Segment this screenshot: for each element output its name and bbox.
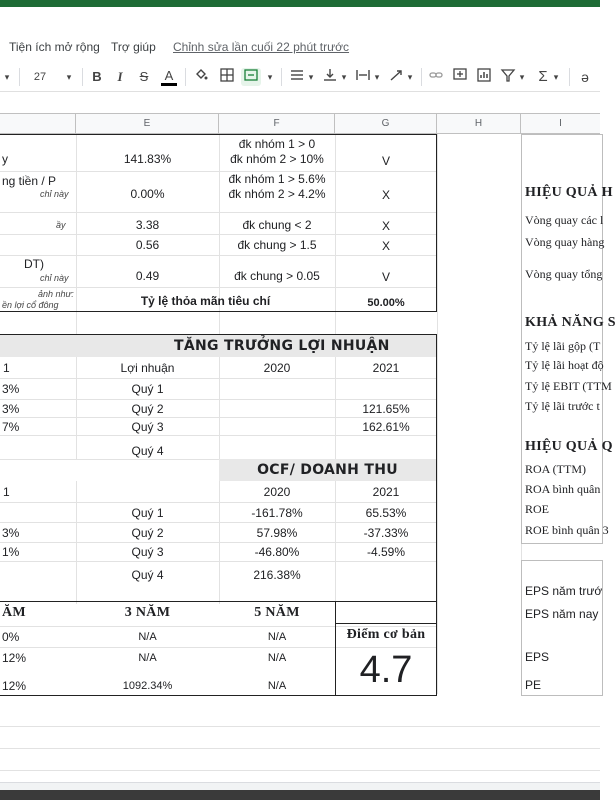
gridline: [0, 770, 600, 771]
functions-chevron-icon[interactable]: ▾: [553, 72, 559, 82]
score-label: Điểm cơ bản: [346, 627, 426, 642]
years-header: 5 NĂM: [254, 605, 300, 620]
criteria-note: ảnh như:: [38, 289, 74, 299]
font-size-value[interactable]: 27: [33, 71, 47, 83]
ocf-left-value: 1%: [2, 545, 20, 559]
management-item: ROE bình quân 3: [525, 522, 609, 537]
years-cell: 0%: [2, 630, 20, 644]
years-cell: 12%: [2, 651, 27, 665]
align-chevron-icon[interactable]: ▾: [308, 72, 314, 82]
merge-chevron-icon[interactable]: ▾: [267, 72, 273, 82]
column-header-h[interactable]: H: [437, 114, 521, 134]
years-header: ĂM: [2, 605, 26, 620]
management-title: HIỆU QUẢ Q: [525, 439, 613, 454]
column-header-d[interactable]: [0, 114, 76, 134]
fill-color-icon[interactable]: [193, 68, 209, 86]
eps-item: EPS năm trướ: [525, 584, 603, 598]
profit-left-value: 3%: [2, 382, 20, 396]
profit-left-value: [0, 441, 76, 461]
eps-item: EPS: [525, 650, 550, 664]
years-cell: N/A: [267, 680, 287, 692]
bottom-bar: [0, 790, 600, 800]
profitability-item: Tỷ lệ lãi gộp (T: [525, 338, 601, 353]
ocf-left-value: 3%: [2, 526, 20, 540]
profit-2021: [335, 441, 437, 461]
years-header: 3 NĂM: [124, 605, 171, 620]
gridline: [335, 601, 336, 623]
sheet-grid[interactable]: [0, 114, 616, 790]
ocf-2021: -4.59%: [366, 545, 406, 559]
profitability-item: Tỷ lệ lãi hoạt độ: [525, 357, 604, 372]
bold-button[interactable]: B: [92, 69, 102, 84]
menu-bar: [0, 7, 600, 62]
criteria-condition: đk chung > 0.05: [234, 269, 320, 283]
column-header-f[interactable]: F: [219, 114, 335, 134]
ocf-quarter: Quý 3: [131, 545, 164, 559]
profit-left-value: 7%: [2, 420, 20, 434]
efficiency-title: HIỆU QUẢ H: [525, 185, 613, 200]
chart-icon[interactable]: [476, 68, 492, 86]
strikethrough-button[interactable]: S: [139, 69, 149, 84]
wrap-chevron-icon[interactable]: ▾: [374, 72, 380, 82]
column-header-g[interactable]: G: [335, 114, 437, 134]
profit-growth-title: TĂNG TRƯỞNG LỢI NHUẬN: [0, 335, 436, 357]
criteria-condition: đk nhóm 1 > 5.6%: [228, 171, 326, 186]
input-tools-icon[interactable]: ə: [581, 69, 589, 85]
profit-header: Lợi nhuận: [120, 361, 175, 375]
profit-2020: [219, 399, 335, 419]
valign-chevron-icon[interactable]: ▾: [341, 72, 347, 82]
toolbar: [0, 62, 600, 92]
efficiency-item: Vòng quay hàng: [525, 234, 605, 249]
years-cell: 12%: [2, 679, 27, 693]
profit-quarter: Quý 3: [131, 420, 164, 434]
years-cell: 1092.34%: [122, 680, 173, 692]
text-color-button[interactable]: A: [161, 68, 177, 86]
criteria-condition: đk nhóm 2 > 10%: [230, 151, 324, 166]
criteria-result: X: [381, 188, 390, 202]
management-item: ROE: [525, 501, 549, 516]
criteria-sublabel: chỉ này: [40, 273, 69, 283]
criteria-result: X: [381, 239, 390, 253]
criteria-result: V: [381, 270, 390, 284]
criteria-label: DT): [24, 257, 44, 271]
ocf-year-left: 1: [3, 485, 10, 499]
profitability-title: KHẢ NĂNG S: [525, 315, 616, 330]
years-cell: N/A: [138, 631, 157, 643]
profit-2021: [335, 379, 437, 399]
profit-quarter: Quý 1: [131, 382, 164, 396]
profit-2020: [219, 441, 335, 461]
merge-cells-icon[interactable]: [241, 68, 261, 86]
formula-bar[interactable]: [0, 92, 600, 114]
chevron-down-icon[interactable]: ▾: [4, 72, 10, 82]
criteria-value: 0.49: [135, 269, 160, 283]
ocf-2020: -161.78%: [251, 506, 303, 520]
criteria-value: 0.56: [135, 238, 160, 252]
criteria-result: X: [381, 219, 390, 233]
profitability-item: Tỷ lệ EBIT (TTM: [525, 378, 612, 393]
ocf-quarter: Quý 2: [131, 526, 164, 540]
profit-2021: 162.61%: [362, 420, 410, 434]
horizontal-scrollbar[interactable]: [0, 782, 600, 790]
ocf-left-value: [0, 565, 76, 585]
menu-help[interactable]: Trợ giúp: [111, 40, 156, 54]
ocf-quarter: Quý 1: [131, 506, 164, 520]
efficiency-item: Vòng quay các l: [525, 212, 604, 227]
last-edit-link[interactable]: Chỉnh sửa lần cuối 22 phút trước: [173, 40, 350, 54]
comment-icon[interactable]: [452, 68, 468, 86]
profitability-item: Tỷ lệ lãi trước t: [525, 398, 600, 413]
criteria-value: 0.00%: [130, 187, 165, 201]
profit-2020: [219, 379, 335, 399]
gridline: [0, 748, 600, 749]
filter-icon[interactable]: [500, 68, 516, 86]
criteria-condition: đk chung > 1.5: [237, 238, 317, 252]
criteria-value: 141.83%: [123, 152, 172, 166]
profit-header-2020: 2020: [263, 361, 291, 375]
ocf-2021: 65.53%: [365, 506, 407, 520]
criteria-result: V: [381, 154, 390, 168]
gridline: [437, 134, 438, 694]
management-item: ROA (TTM): [525, 461, 586, 476]
text-rotation-icon[interactable]: [388, 68, 404, 86]
ocf-header-2021: 2021: [372, 485, 400, 499]
efficiency-item: Vòng quay tổng: [525, 266, 603, 281]
font-size-chevron-icon[interactable]: ▾: [66, 72, 72, 82]
align-horizontal-icon[interactable]: [289, 68, 305, 86]
profit-header-2021: 2021: [372, 361, 400, 375]
column-header-e[interactable]: E: [76, 114, 219, 134]
profit-2020: [219, 417, 335, 437]
profit-quarter: Quý 4: [131, 444, 164, 458]
profit-quarter: Quý 2: [131, 402, 164, 416]
criteria-sublabel: ầy: [56, 220, 66, 230]
years-cell: N/A: [267, 631, 287, 643]
criteria-sublabel: chỉ này: [40, 189, 69, 199]
criteria-condition: đk chung < 2: [242, 218, 312, 232]
eps-item: EPS năm nay: [525, 607, 599, 621]
profit-left-value: 3%: [2, 402, 20, 416]
filter-chevron-icon[interactable]: ▾: [519, 72, 525, 82]
ocf-header-2020: 2020: [263, 485, 291, 499]
column-header-i[interactable]: I: [521, 114, 600, 134]
years-cell: N/A: [267, 652, 287, 664]
criteria-label: ng tiền / P: [2, 174, 57, 188]
ocf-2020: -46.80%: [254, 545, 300, 559]
align-vertical-icon[interactable]: [322, 68, 338, 86]
criteria-label: y: [2, 152, 8, 166]
criteria-value: 3.38: [135, 218, 160, 232]
menu-extensions[interactable]: Tiện ích mở rộng: [9, 40, 100, 54]
management-item: ROA bình quân: [525, 481, 601, 496]
criteria-condition: đk nhóm 2 > 4.2%: [228, 186, 326, 201]
score-value: 4.7: [359, 648, 413, 691]
eps-item: PE: [525, 678, 542, 692]
text-wrap-icon[interactable]: [355, 68, 371, 86]
criteria-condition: đk nhóm 1 > 0: [238, 136, 316, 151]
ocf-quarter: Quý 4: [131, 568, 164, 582]
gridline: [0, 726, 600, 727]
ocf-2021: -37.33%: [363, 526, 409, 540]
ocf-title: OCF/ DOANH THU: [219, 459, 436, 481]
app-top-strip: [0, 0, 600, 7]
ocf-left-value: [0, 503, 76, 523]
satisfaction-value: 50.00%: [367, 297, 405, 309]
rotation-chevron-icon[interactable]: ▾: [407, 72, 413, 82]
ocf-2020: 57.98%: [256, 526, 298, 540]
profit-year-left: 1: [3, 361, 10, 375]
criteria-note: ền lợi cổ đông: [2, 300, 59, 310]
satisfaction-label: Tỷ lệ thỏa mãn tiêu chí: [140, 294, 271, 308]
italic-button[interactable]: I: [117, 69, 123, 84]
borders-icon[interactable]: [219, 68, 235, 86]
functions-icon[interactable]: Σ: [538, 68, 548, 85]
ocf-2020: 216.38%: [253, 568, 301, 582]
profit-2021: 121.65%: [362, 402, 410, 416]
link-icon[interactable]: [428, 68, 444, 86]
years-cell: N/A: [138, 652, 157, 664]
ocf-2021: [335, 565, 437, 585]
